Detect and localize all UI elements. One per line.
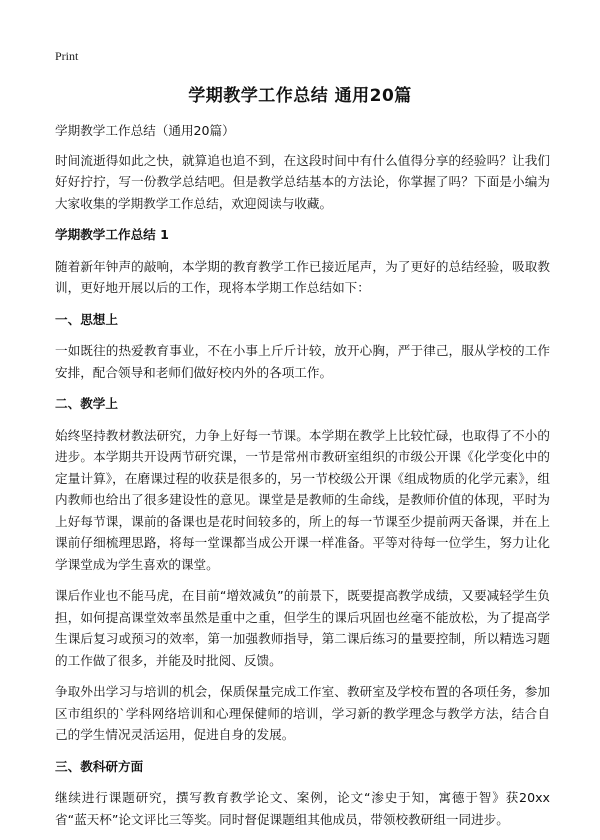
thought-paragraph: 一如既往的热爱教育事业，不在小事上斤斤计较，放开心胸，严于律己，服从学校的工作安排，配合领导和老师们做好校内外的各项工作。 bbox=[55, 343, 550, 380]
teaching-paragraph-1: 始终坚持教材教法研究，力争上好每一节课。本学期在教学上比较忙碌，也取得了不小的进步。本学期共开设两节研究课，一节是常州市教研室组织的市级公开课《化学变化中的定量计算》，在磨课过程的收获是很多的，另一节校级公开课《组成物质的化学元素》，组内教师也给出了很多建设性的意见。课堂是是教师的生命线，是教师价值的体现，平时为上好每节课，课前的备课也是花时间较多的，所上的每一节课至少提前两天备课，并在上课前仔细梳理思路，将每一堂课都当成公开课一样准备。平等对待每一位学生，努力让化学课堂成为学生喜欢的课堂。 bbox=[55, 427, 550, 572]
article-subtitle: 学期教学工作总结（通用20篇） bbox=[55, 123, 235, 138]
intro-paragraph: 时间流逝得如此之快，就算追也追不到，在这段时间中有什么值得分享的经验吗？让我们好好拧拧，写一份教学总结吧。但是教学总结基本的方法论，你掌握了吗？下面是小编为大家收集的学期教学工作总结，欢迎阅读与收藏。 bbox=[55, 152, 550, 211]
summary-intro-paragraph: 随着新年钟声的敲响，本学期的教育教学工作已接近尾声，为了更好的总结经验，吸取教训，更好地开展以后的工作，现将本学期工作总结如下： bbox=[55, 258, 550, 295]
print-link[interactable]: Print bbox=[55, 49, 79, 63]
section-heading-teaching: 二、教学上 bbox=[55, 396, 118, 411]
article-body bbox=[55, 120, 550, 840]
teaching-paragraph-2: 课后作业也不能马虎，在目前“增效减负”的前景下，既要提高教学成绩，又要减轻学生负担，如何提高课堂效率虽然是重中之重，但学生的课后巩固也丝毫不能放松，为了提高学生课后复习或预习的效率，第一加强教师指导，第二课后练习的量要控制，所以精选习题的工作做了很多，并能及时批阅、反馈。 bbox=[55, 588, 550, 668]
teaching-paragraph-3: 争取外出学习与培训的机会，保质保量完成工作室、教研室及学校布置的各项任务，参加区市组织的`学科网络培训和心理保健师的培训，学习新的教学理念与教学方法，结合自己的学生情况灵活运用，促进自身的发展。 bbox=[55, 684, 550, 742]
section-heading-thought: 一、思想上 bbox=[55, 311, 118, 327]
section-heading-summary-1: 学期教学工作总结 1 bbox=[55, 227, 169, 242]
section-heading-research: 三、教科研方面 bbox=[55, 758, 144, 774]
page-title: 学期教学工作总结 通用20篇 bbox=[188, 86, 412, 106]
research-paragraph: 继续进行课题研究，撰写教育教学论文、案例，论文“渗史于知，寓德于智》获20xx省“蓝天杯”论文评比三等奖。同时督促课题组其他成员，带领校教研组一同进步。 bbox=[55, 790, 550, 827]
